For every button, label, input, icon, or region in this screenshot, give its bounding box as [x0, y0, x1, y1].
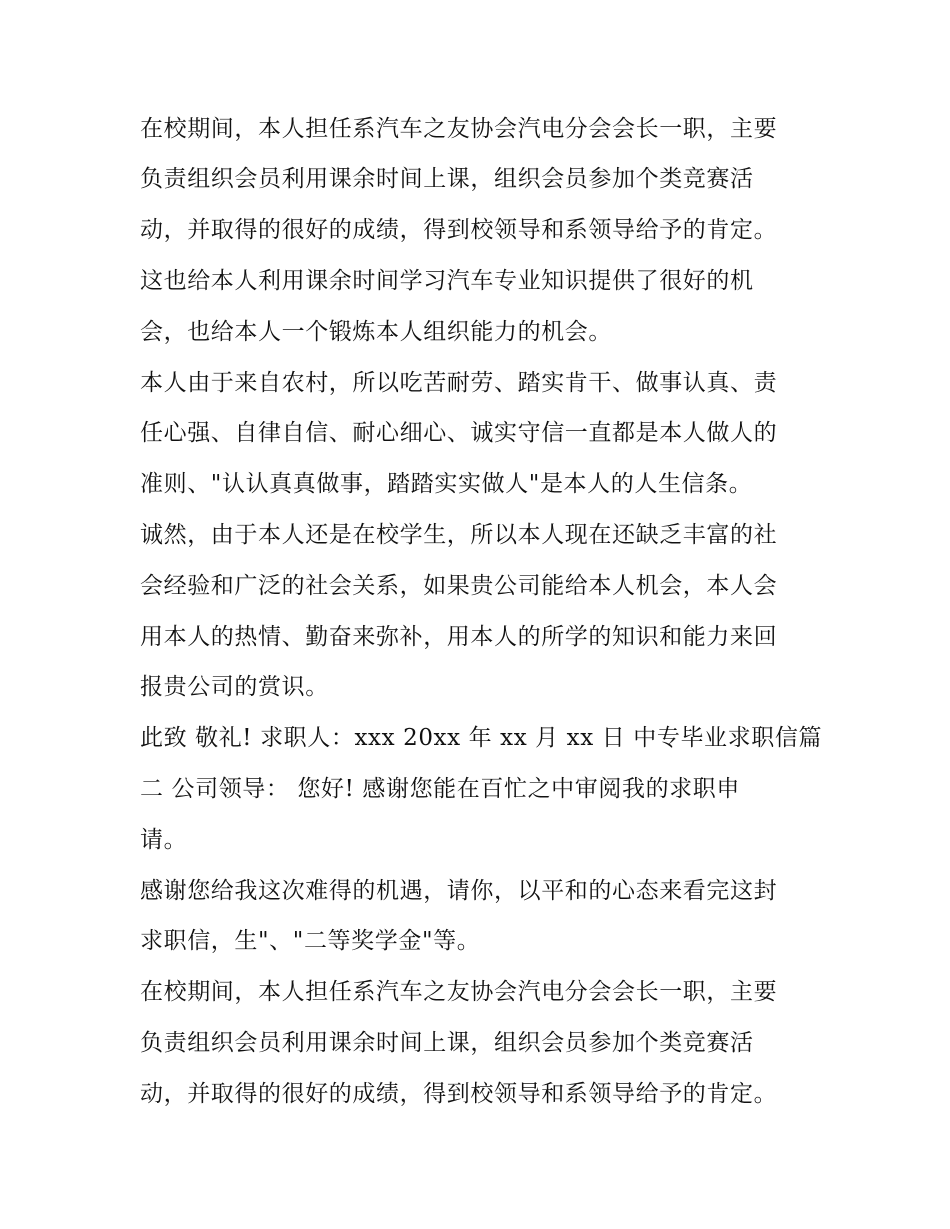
- text-line: 动，并取得的很好的成绩，得到校领导和系领导给予的肯定。: [140, 1081, 778, 1107]
- text-line: 报贵公司的赏识。: [140, 674, 329, 700]
- text-line: 本人由于来自农村，所以吃苦耐劳、踏实肯干、做事认真、责: [140, 370, 778, 396]
- text-line: 二 公司领导： 您好! 感谢您能在百忙之中审阅我的求职申: [140, 776, 740, 802]
- text-line: 负责组织会员利用课余时间上课，组织会员参加个类竞赛活: [140, 166, 754, 192]
- text-line: 感谢您给我这次难得的机遇，请你，以平和的心态来看完这封: [140, 878, 778, 904]
- text-line: 请。: [140, 827, 188, 853]
- text-line: 会，也给本人一个锻炼本人组织能力的机会。: [140, 319, 612, 345]
- text-line: 诚然，由于本人还是在校学生，所以本人现在还缺乏丰富的社: [140, 522, 778, 548]
- text-line: 在校期间，本人担任系汽车之友协会汽电分会会长一职，主要: [140, 979, 778, 1005]
- text-line: 用本人的热情、勤奋来弥补，用本人的所学的知识和能力来回: [140, 624, 778, 650]
- text-line: 任心强、自律自信、耐心细心、诚实守信一直都是本人做人的: [140, 420, 778, 446]
- text-line: 求职信，生"、"二等奖学金"等。: [140, 928, 481, 954]
- text-line: 这也给本人利用课余时间学习汽车专业知识提供了很好的机: [140, 268, 754, 294]
- text-line: 会经验和广泛的社会关系，如果贵公司能给本人机会，本人会: [140, 573, 778, 599]
- text-line: 在校期间，本人担任系汽车之友协会汽电分会会长一职，主要: [140, 116, 778, 142]
- text-line: 此致 敬礼! 求职人：xxx 20xx 年 xx 月 xx 日 中专毕业求职信篇: [140, 725, 823, 751]
- text-line: 准则、"认认真真做事，踏踏实实做人"是本人的人生信条。: [140, 471, 753, 497]
- text-line: 动，并取得的很好的成绩，得到校领导和系领导给予的肯定。: [140, 217, 778, 243]
- text-line: 负责组织会员利用课余时间上课，组织会员参加个类竞赛活: [140, 1030, 754, 1056]
